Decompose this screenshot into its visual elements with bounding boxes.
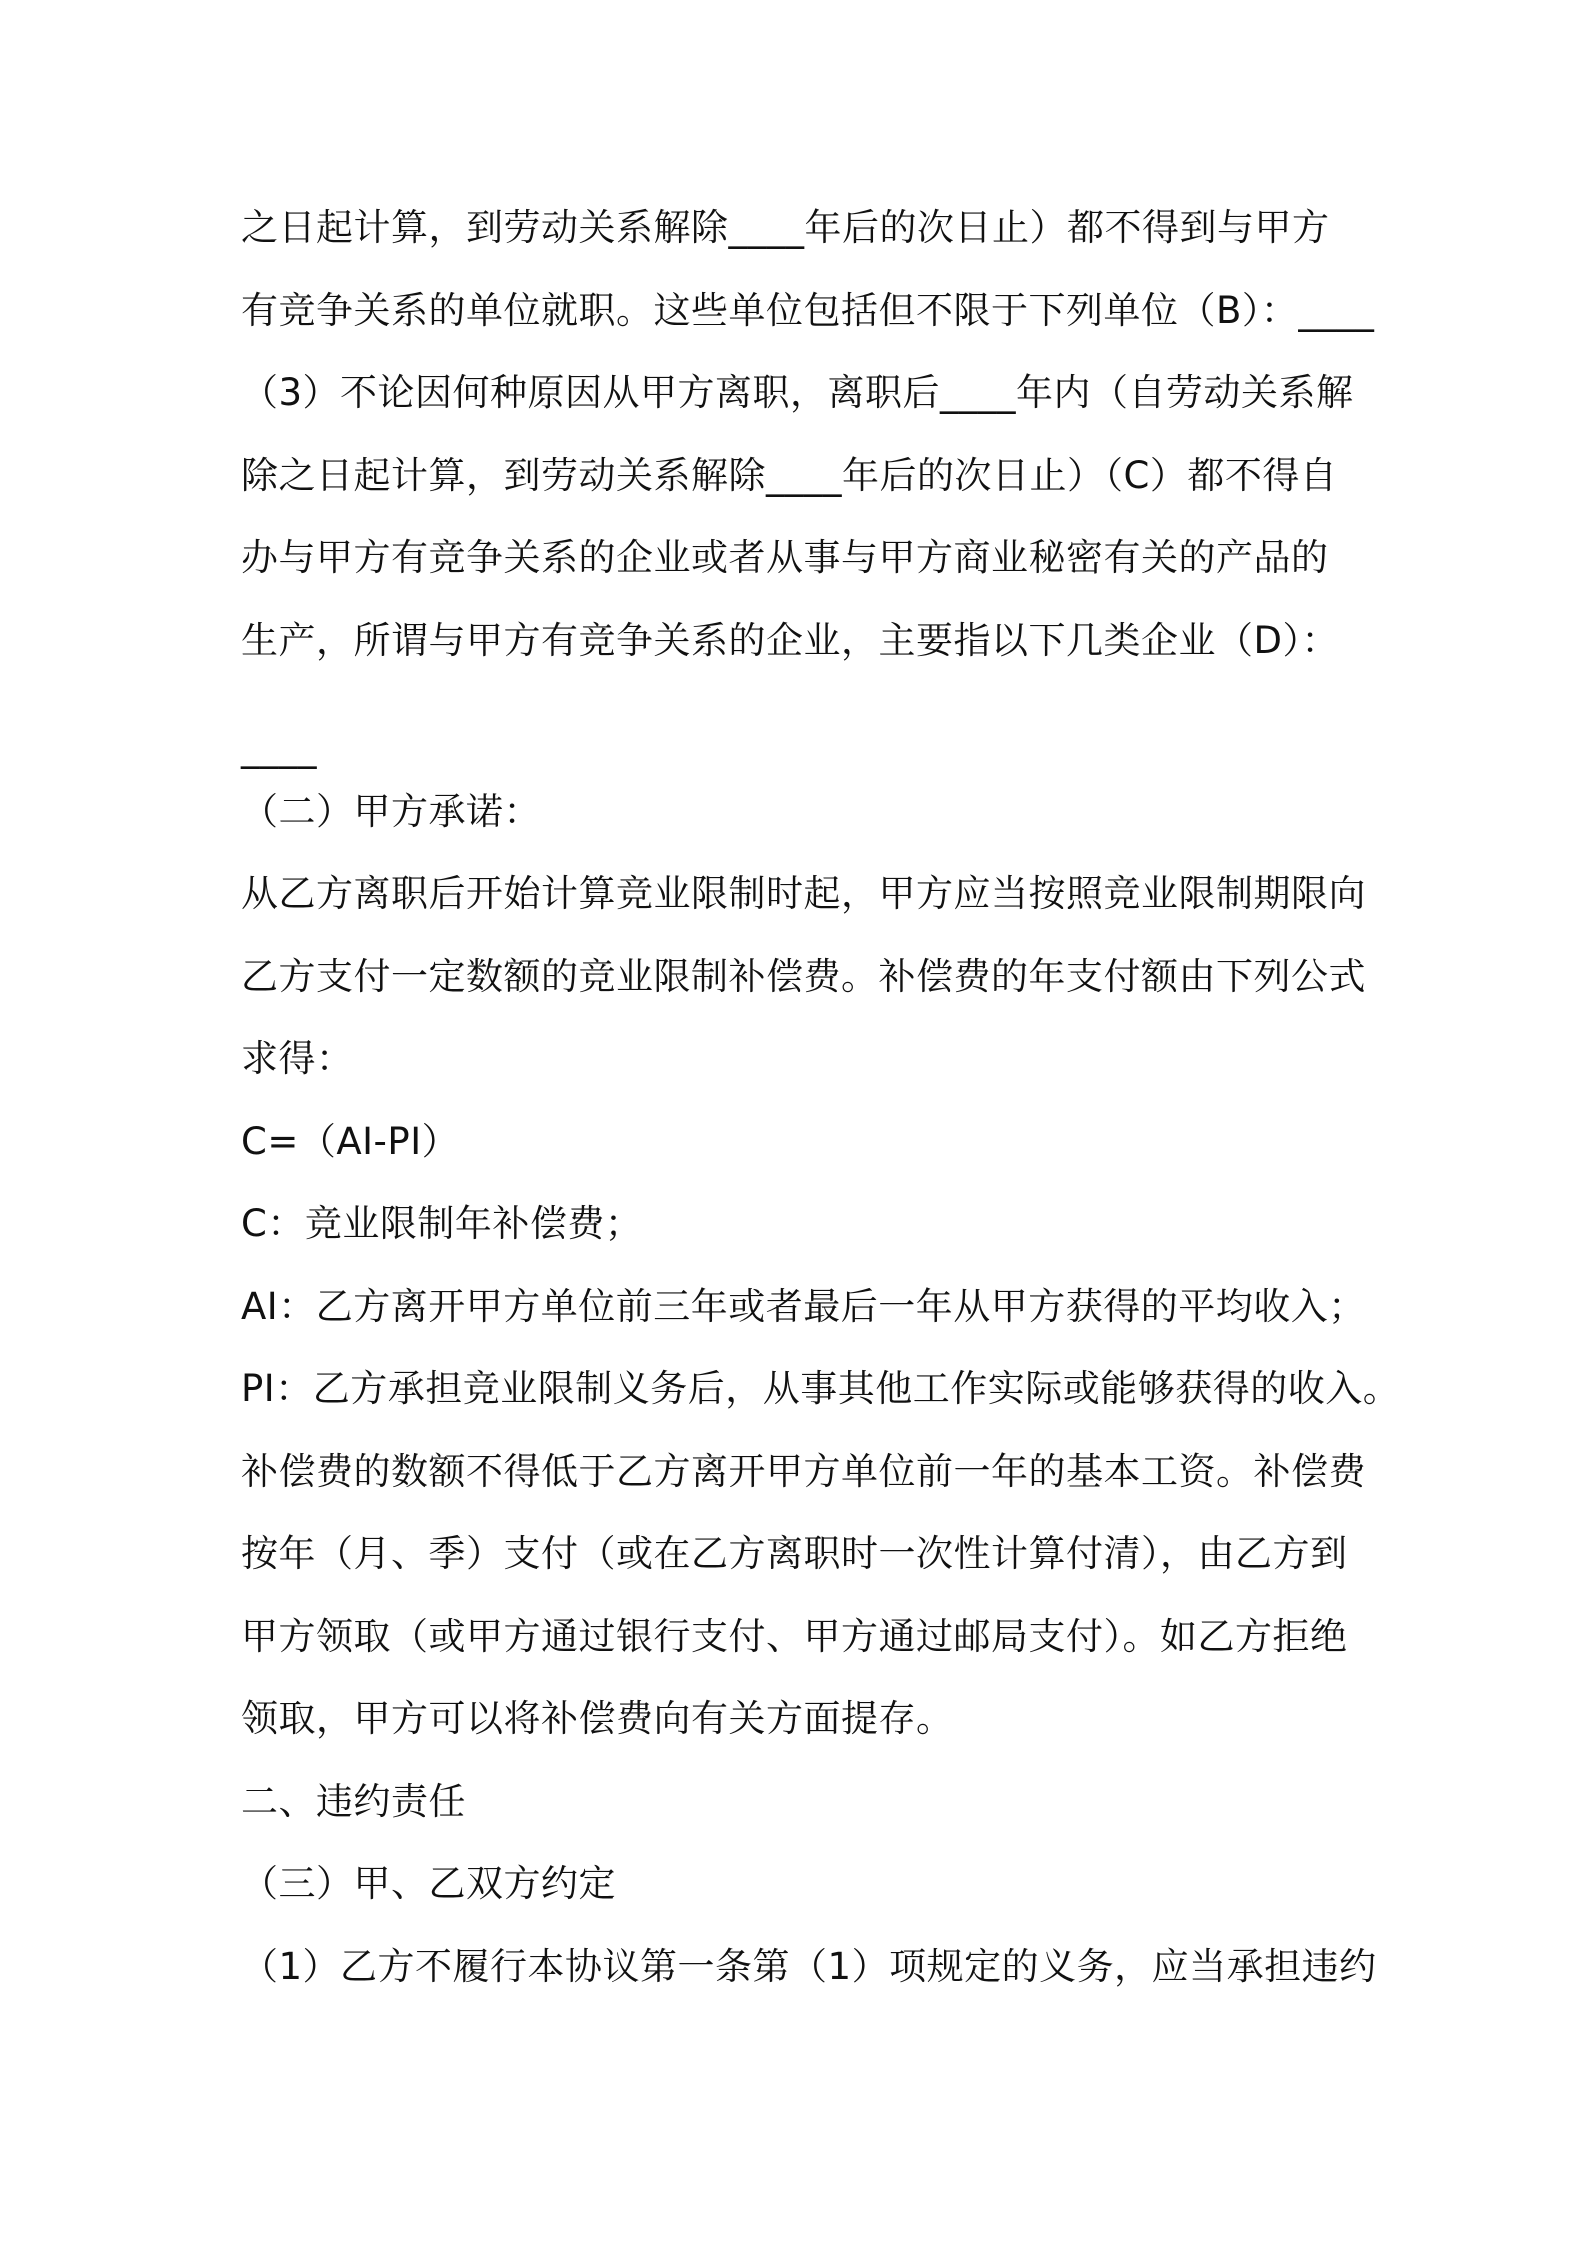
text-line: 从乙方离职后开始计算竞业限制时起，甲方应当按照竞业限制期限向 xyxy=(241,872,1366,915)
formula-line: C=（AI-PI） xyxy=(241,1120,460,1163)
formula-definition: PI：乙方承担竞业限制义务后，从事其他工作实际或能够获得的收入。 xyxy=(241,1367,1401,1410)
formula-definition: C：竞业限制年补偿费； xyxy=(241,1202,643,1245)
text-line: 有竞争关系的单位就职。这些单位包括但不限于下列单位（B）：____ xyxy=(241,289,1375,332)
text-line: 之日起计算，到劳动关系解除____年后的次日止）都不得到与甲方 xyxy=(241,206,1330,249)
text-line: 乙方支付一定数额的竞业限制补偿费。补偿费的年支付额由下列公式 xyxy=(241,955,1366,998)
text-line: （3）不论因何种原因从甲方离职，离职后____年内（自劳动关系解 xyxy=(241,371,1354,414)
text-line: 办与甲方有竞争关系的企业或者从事与甲方商业秘密有关的产品的 xyxy=(241,536,1329,579)
text-line: 领取，甲方可以将补偿费向有关方面提存。 xyxy=(241,1697,954,1740)
text-line: 求得： xyxy=(241,1037,354,1080)
section-heading: 二、违约责任 xyxy=(241,1780,466,1823)
text-line: （1）乙方不履行本协议第一条第（1）项规定的义务，应当承担违约 xyxy=(241,1945,1377,1988)
text-line: 生产，所谓与甲方有竞争关系的企业，主要指以下几类企业（D）： xyxy=(241,619,1339,662)
text-line: ____ xyxy=(241,726,317,769)
section-heading: （三）甲、乙双方约定 xyxy=(241,1862,616,1905)
formula-definition: AI：乙方离开甲方单位前三年或者最后一年从甲方获得的平均收入； xyxy=(241,1285,1366,1328)
text-line: 除之日起计算，到劳动关系解除____年后的次日止）（C）都不得自 xyxy=(241,454,1338,497)
section-heading: （二）甲方承诺： xyxy=(241,790,541,833)
text-line: 甲方领取（或甲方通过银行支付、甲方通过邮局支付）。如乙方拒绝 xyxy=(241,1615,1348,1658)
text-line: 补偿费的数额不得低于乙方离开甲方单位前一年的基本工资。补偿费 xyxy=(241,1450,1366,1493)
text-line: 按年（月、季）支付（或在乙方离职时一次性计算付清），由乙方到 xyxy=(241,1532,1348,1575)
